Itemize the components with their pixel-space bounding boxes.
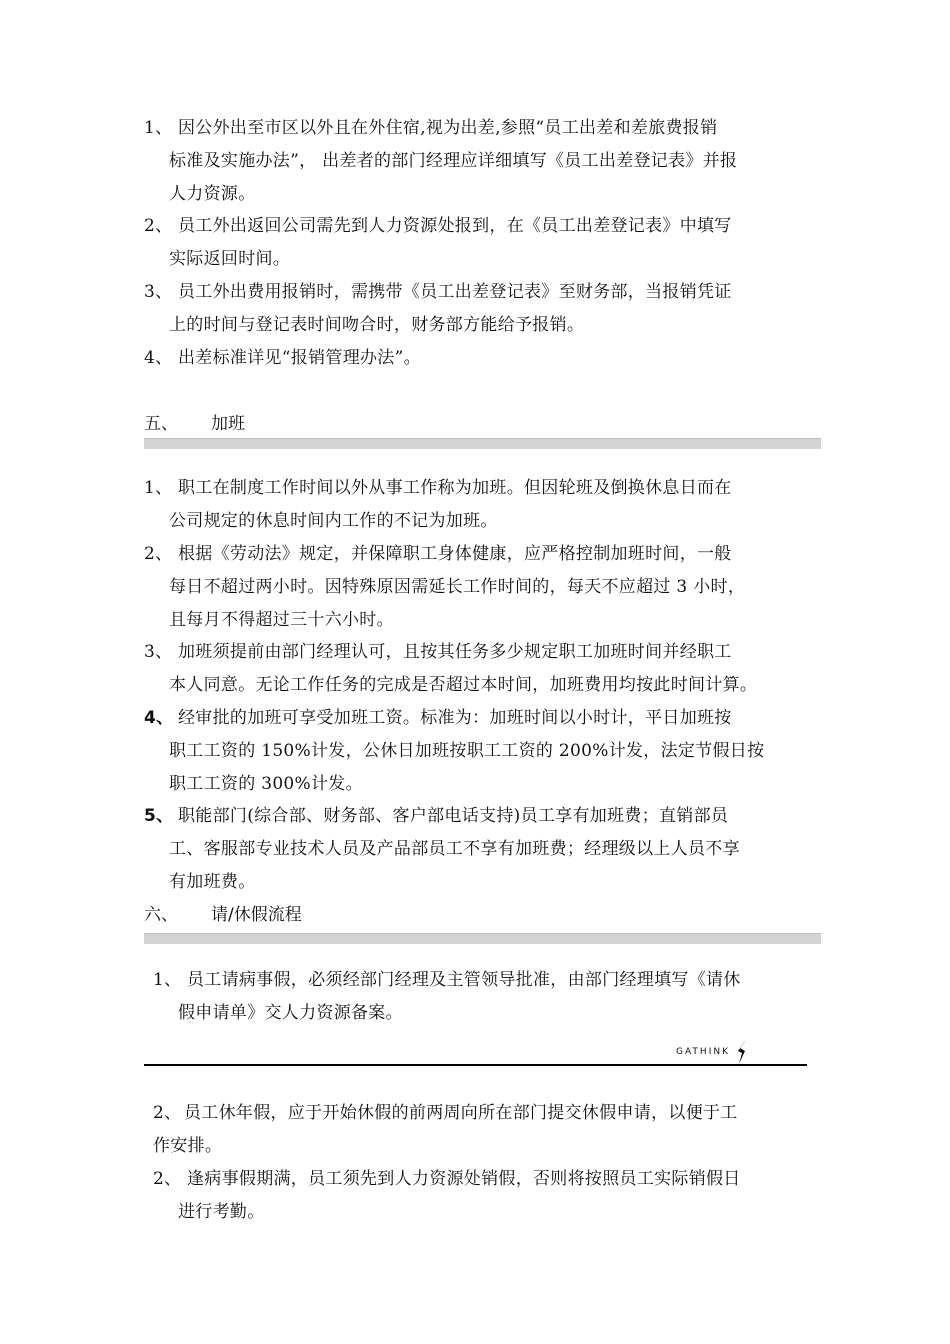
logo-mark-icon (736, 1039, 750, 1065)
overtime-item-4 (144, 702, 808, 801)
item-number: 4、 (144, 348, 173, 368)
item-text-line: 职工工资的 300%计发。 (169, 774, 363, 794)
item-text-line: 本人同意。无论工作任务的完成是否超过本时间，加班费用均按此时间计算。 (169, 675, 758, 695)
section-divider-bar (144, 438, 821, 449)
item-number: 2、 (153, 1169, 182, 1189)
travel-item-2 (144, 210, 808, 276)
item-text-line: 有加班费。 (169, 872, 256, 892)
item-number: 5、 (144, 806, 174, 826)
item-number: 2、 (153, 1103, 182, 1123)
item-text-line: 且每月不得超过三十六小时。 (169, 610, 394, 630)
item-text-line: 人力资源。 (169, 184, 256, 204)
item-text-line: 进行考勤。 (178, 1202, 265, 1222)
item-text-line: 职能部门(综合部、财务部、客户部电话支持)员工享有加班费；直销部员 (178, 806, 729, 826)
item-text-line: 逢病事假期满，员工须先到人力资源处销假，否则将按照员工实际销假日 (187, 1169, 741, 1189)
item-number: 1、 (144, 478, 173, 498)
travel-item-4 (144, 342, 808, 375)
item-text-line: 上的时间与登记表时间吻合时，财务部方能给予报销。 (169, 315, 585, 335)
item-text-line: 公司规定的休息时间内工作的不记为加班。 (169, 511, 498, 531)
item-text-line: 员工外出费用报销时，需携带《员工出差登记表》至财务部，当报销凭证 (178, 282, 732, 302)
item-number: 2、 (144, 216, 173, 236)
overtime-item-3 (144, 636, 808, 702)
item-text-line: 假申请单》交人力资源备案。 (178, 1003, 403, 1023)
item-text-line: 员工外出返回公司需先到人力资源处报到，在《员工出差登记表》中填写 (178, 216, 732, 236)
overtime-item-1 (144, 472, 808, 538)
item-text-line: 标准及实施办法”， 出差者的部门经理应详细填写《员工出差登记表》并报 (169, 151, 738, 171)
leave-item-1 (153, 964, 808, 1030)
item-text-line: 工、客服部专业技术人员及产品部员工不享有加班费；经理级以上人员不享 (169, 839, 740, 859)
section-number: 六、 (144, 905, 178, 925)
section-divider-bar (144, 933, 821, 944)
item-text-line: 因公外出至市区以外且在外住宿,视为出差,参照“员工出差和差旅费报销 (178, 118, 718, 138)
item-text-line: 作安排。 (153, 1136, 223, 1156)
overtime-item-2 (144, 538, 808, 637)
item-text-line: 根据《劳动法》规定，并保障职工身体健康，应严格控制加班时间，一般 (178, 544, 732, 564)
item-number: 2、 (144, 544, 173, 564)
overtime-item-5 (144, 800, 808, 899)
item-number: 3、 (144, 642, 173, 662)
travel-item-1 (144, 112, 808, 211)
item-text-line: 出差标准详见“报销管理办法”。 (178, 348, 421, 368)
item-text-line: 员工休年假，应于开始休假的前两周向所在部门提交休假申请，以便于工 (184, 1103, 738, 1123)
section-number: 五、 (144, 414, 178, 434)
item-number: 1、 (144, 118, 173, 138)
item-text-line: 实际返回时间。 (169, 249, 291, 269)
company-logo (676, 1039, 750, 1065)
leave-item-3 (153, 1163, 808, 1229)
logo-text: GATHINK (676, 1047, 730, 1057)
leave-item-2 (153, 1097, 808, 1163)
travel-item-3 (144, 276, 808, 342)
item-text-line: 经审批的加班可享受加班工资。标准为：加班时间以小时计，平日加班按 (178, 708, 732, 728)
item-number: 4、 (144, 708, 174, 728)
section-title: 加班 (211, 414, 245, 434)
item-text-line: 职工工资的 150%计发，公休日加班按职工工资的 200%计发，法定节假日按 (169, 741, 765, 761)
item-text-line: 员工请病事假，必须经部门经理及主管领导批准，由部门经理填写《请休 (187, 970, 741, 990)
item-text-line: 加班须提前由部门经理认可，且按其任务多少规定职工加班时间并经职工 (178, 642, 732, 662)
footer-rule (144, 1064, 807, 1066)
item-text-line: 每日不超过两小时。因特殊原因需延长工作时间的，每天不应超过 3 小时， (169, 577, 746, 597)
section-title: 请/休假流程 (211, 905, 302, 925)
item-number: 1、 (153, 970, 182, 990)
item-number: 3、 (144, 282, 173, 302)
item-text-line: 职工在制度工作时间以外从事工作称为加班。但因轮班及倒换休息日而在 (178, 478, 732, 498)
